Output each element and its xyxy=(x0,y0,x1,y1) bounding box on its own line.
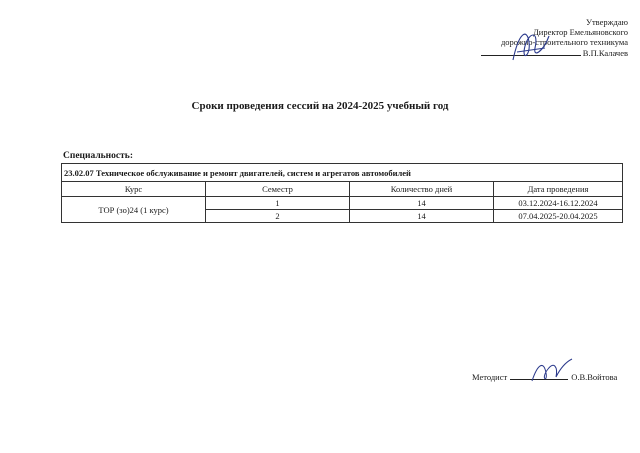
director-signature-icon xyxy=(505,22,555,68)
dates-cell: 03.12.2024-16.12.2024 xyxy=(494,197,623,210)
dates-cell: 07.04.2025-20.04.2025 xyxy=(494,210,623,223)
methodist-role: Методист xyxy=(472,372,508,382)
sessions-table xyxy=(61,163,623,223)
table-row xyxy=(62,197,623,210)
header-row xyxy=(62,182,623,197)
approval-position: Директор Емельяновского xyxy=(533,27,628,37)
document-title: Сроки проведения сессий на 2024-2025 учебный год xyxy=(191,100,449,112)
header-dates: Дата проведения xyxy=(494,182,623,197)
specialty-row xyxy=(62,164,623,182)
approval-signer: В.П.Калачев xyxy=(582,48,628,58)
semester-cell: 1 xyxy=(206,197,350,210)
days-cell: 14 xyxy=(350,210,494,223)
header-course: Курс xyxy=(62,182,206,197)
semester-cell: 2 xyxy=(206,210,350,223)
header-semester: Семестр xyxy=(206,182,350,197)
days-cell: 14 xyxy=(350,197,494,210)
specialty-cell: 23.02.07 Техническое обслуживание и ремонт двигателей, систем и агрегатов автомобилей xyxy=(62,164,623,182)
header-days: Количество дней xyxy=(350,182,494,197)
specialty-label: Специальность: xyxy=(63,151,133,161)
approval-organization: дорожно-строительного техникума xyxy=(500,37,628,47)
methodist-signature-icon xyxy=(528,357,574,385)
methodist-name: О.В.Войтова xyxy=(571,372,618,382)
approval-heading: Утверждаю xyxy=(585,17,628,27)
course-cell: ТОР (зо)24 (1 курс) xyxy=(62,197,206,223)
